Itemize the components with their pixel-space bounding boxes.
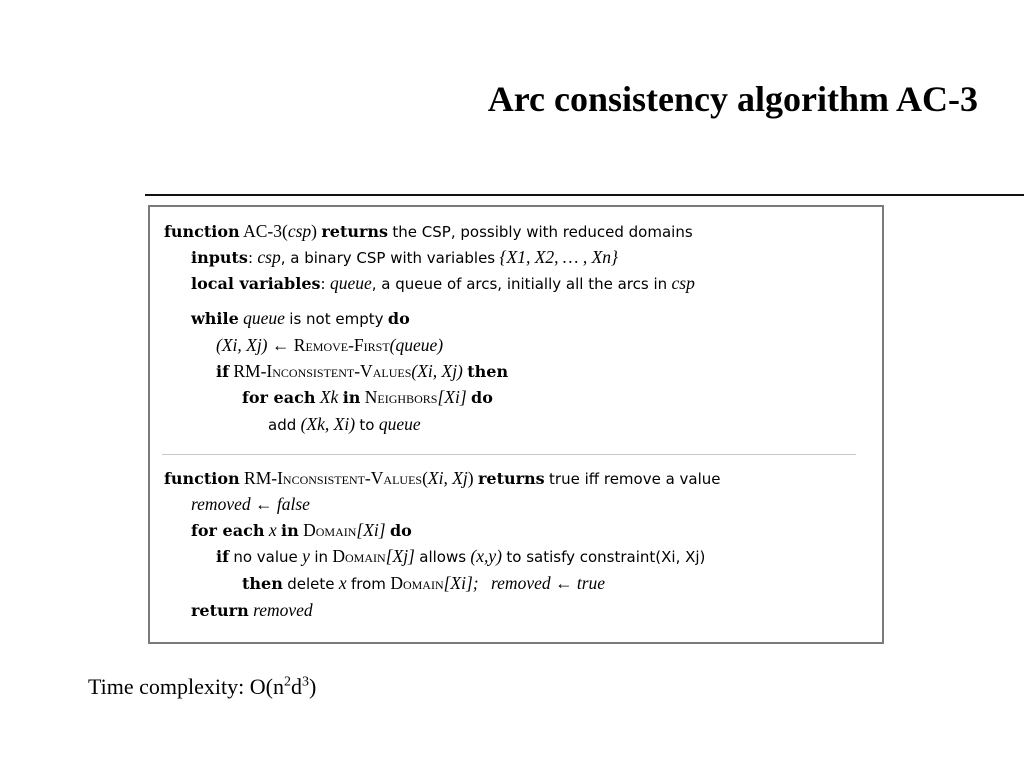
colon: : bbox=[320, 275, 326, 293]
arguments: [Xi] bbox=[437, 387, 467, 407]
arguments: Xi, Xj bbox=[427, 468, 468, 488]
function-call: Neighbors bbox=[364, 387, 438, 407]
value-pair: (x,y) bbox=[470, 546, 502, 566]
keyword-for-each: for each bbox=[191, 521, 265, 540]
rm-then bbox=[242, 573, 605, 594]
constraint-text: to satisfy constraint(Xi, Xj) bbox=[506, 548, 706, 566]
variable: Xk bbox=[319, 387, 339, 407]
keyword-return: return bbox=[191, 601, 249, 620]
ac3-for-each bbox=[242, 387, 493, 408]
keyword-returns: returns bbox=[321, 222, 389, 241]
local-description: , a queue of arcs, initially all the arcs in bbox=[371, 275, 668, 293]
section-divider bbox=[162, 454, 856, 455]
rm-return bbox=[191, 600, 313, 621]
algorithm-box bbox=[148, 205, 884, 644]
variable: x bbox=[268, 520, 277, 540]
ac3-add bbox=[268, 414, 421, 435]
function-call: RM-Inconsistent-Values bbox=[233, 361, 412, 381]
in-text: in bbox=[314, 548, 328, 566]
colon: : bbox=[247, 249, 253, 267]
keyword-in: in bbox=[342, 388, 361, 407]
complexity-suffix: ) bbox=[308, 674, 317, 699]
variable: y bbox=[302, 546, 310, 566]
argument: queue bbox=[329, 273, 372, 293]
keyword-do: do bbox=[471, 388, 493, 407]
from-text: from bbox=[351, 575, 386, 593]
exponent-n: 2 bbox=[283, 674, 291, 690]
condition-text: is not empty bbox=[289, 310, 384, 328]
keyword-do: do bbox=[387, 309, 410, 328]
keyword-returns: returns bbox=[477, 469, 545, 488]
delete-text: delete bbox=[287, 575, 335, 593]
return-description: true iff remove a value bbox=[549, 470, 721, 488]
variable: x bbox=[338, 573, 347, 593]
return-description: the CSP, possibly with reduced domains bbox=[392, 223, 693, 241]
title-underline bbox=[145, 194, 1024, 196]
arguments: [Xi]; bbox=[443, 573, 479, 593]
function-name: AC-3( bbox=[243, 221, 288, 241]
function-call: Domain bbox=[332, 546, 386, 566]
assignment: removed ← true bbox=[491, 573, 606, 593]
keyword-local-variables: local variables bbox=[191, 274, 321, 293]
ac3-if bbox=[216, 361, 508, 382]
keyword-in: in bbox=[281, 521, 299, 540]
ac3-remove-first bbox=[216, 335, 443, 355]
arguments: [Xj] bbox=[385, 546, 415, 566]
argument: removed bbox=[253, 600, 313, 620]
keyword-if: if bbox=[216, 362, 229, 381]
complexity-prefix: Time complexity: O(n bbox=[88, 674, 284, 699]
rm-for-each bbox=[191, 520, 412, 541]
argument: (queue) bbox=[389, 335, 444, 355]
function-call: Domain bbox=[303, 520, 357, 540]
complexity-d: d bbox=[290, 674, 302, 699]
arc-pair: (Xi, Xj) ← bbox=[216, 335, 294, 355]
assignment: removed ← false bbox=[191, 494, 310, 514]
keyword-function: function bbox=[164, 469, 240, 488]
argument: queue bbox=[243, 308, 285, 328]
paren: ) bbox=[311, 221, 317, 241]
argument: csp bbox=[257, 247, 281, 267]
time-complexity bbox=[88, 674, 316, 700]
keyword-for-each: for each bbox=[242, 388, 316, 407]
slide-title: Arc consistency algorithm AC-3 bbox=[487, 79, 978, 119]
keyword-while: while bbox=[191, 309, 239, 328]
function-name: RM-Inconsistent-Values( bbox=[244, 468, 428, 488]
rm-if bbox=[216, 546, 705, 567]
arc-pair: (Xk, Xi) bbox=[300, 414, 356, 434]
to-text: to bbox=[359, 416, 375, 434]
argument: queue bbox=[378, 414, 421, 434]
ac3-while bbox=[191, 308, 410, 329]
keyword-then: then bbox=[467, 362, 509, 381]
inputs-description: , a binary CSP with variables bbox=[280, 249, 496, 267]
paren: ) bbox=[467, 468, 474, 488]
ac3-signature bbox=[164, 221, 693, 242]
argument: csp bbox=[287, 221, 312, 241]
variable-set: {X1, X2, … , Xn} bbox=[499, 247, 619, 267]
keyword-function: function bbox=[164, 222, 240, 241]
argument: csp bbox=[671, 273, 695, 293]
function-call: Remove-First bbox=[293, 335, 390, 355]
ac3-local-variables bbox=[191, 273, 695, 294]
keyword-do: do bbox=[389, 521, 412, 540]
exponent-d: 3 bbox=[301, 674, 309, 690]
ac3-inputs bbox=[191, 247, 618, 268]
function-call: Domain bbox=[390, 573, 444, 593]
keyword-if: if bbox=[216, 547, 229, 566]
rm-init bbox=[191, 494, 310, 514]
add-text: add bbox=[268, 416, 297, 434]
arguments: [Xi] bbox=[356, 520, 386, 540]
rm-signature bbox=[164, 468, 721, 489]
keyword-then: then bbox=[242, 574, 283, 593]
keyword-inputs: inputs bbox=[191, 248, 248, 267]
arguments: (Xi, Xj) bbox=[411, 361, 463, 381]
no-value-text: no value bbox=[233, 548, 298, 566]
allows-text: allows bbox=[419, 548, 467, 566]
